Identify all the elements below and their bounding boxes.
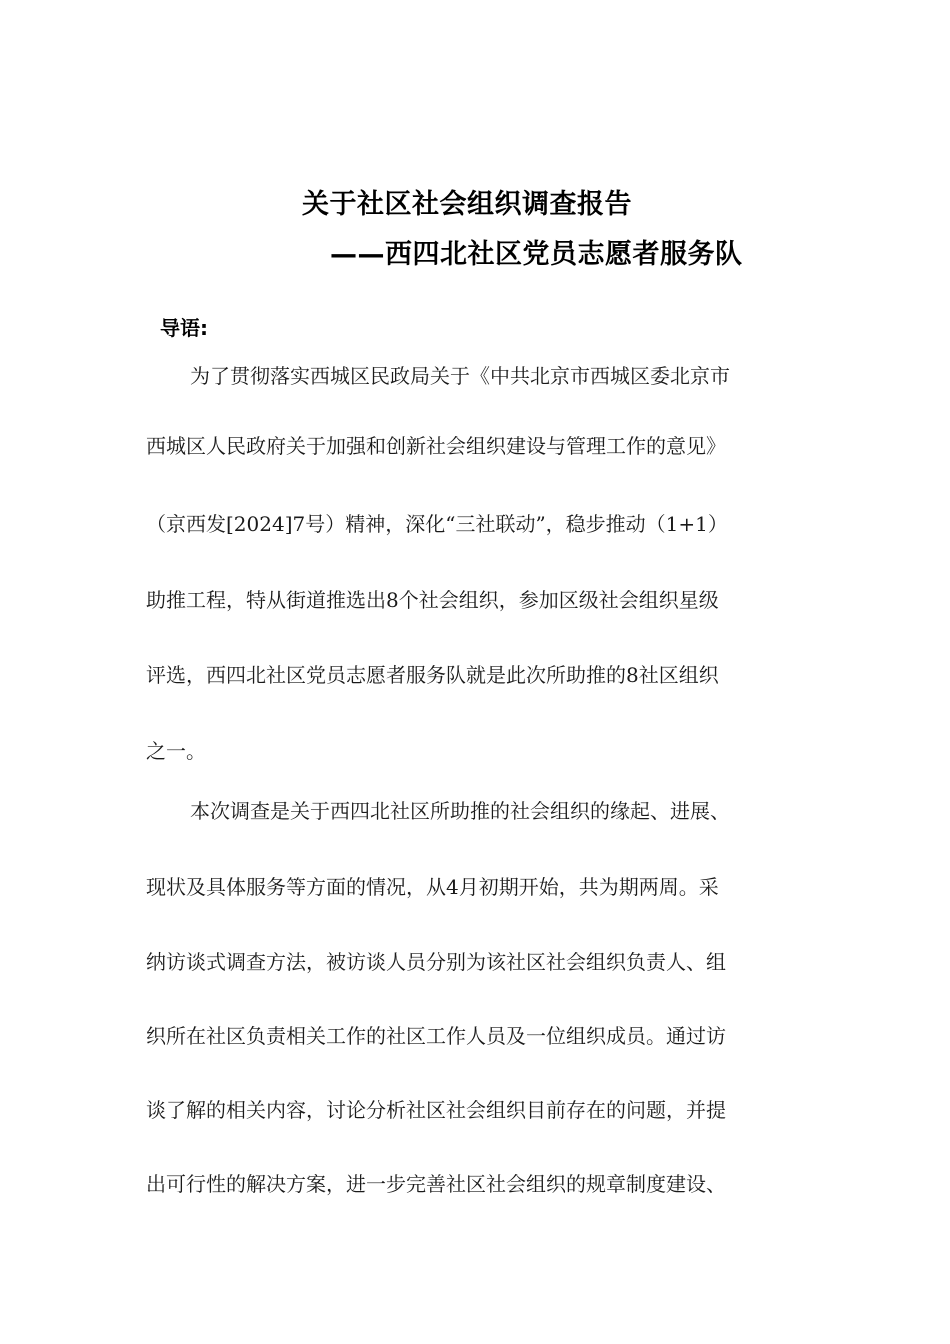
paragraph1-line: 之一。 (146, 739, 206, 763)
paragraph1-line: 为了贯彻落实西城区民政局关于《中共北京市西城区委北京市 (190, 364, 730, 388)
intro-label: 导语: (160, 316, 208, 340)
document-title: 关于社区社会组织调查报告 (302, 189, 632, 220)
paragraph1-line: 西城区人民政府关于加强和创新社会组织建设与管理工作的意见》 (146, 434, 726, 458)
paragraph2-line: 纳访谈式调查方法，被访谈人员分别为该社区社会组织负责人、组 (146, 950, 726, 974)
paragraph2-line: 谈了解的相关内容，讨论分析社区社会组织目前存在的问题，并提 (146, 1098, 726, 1122)
paragraph1-line: （京西发[2024]7号）精神，深化“三社联动”，稳步推动（1+1） (146, 512, 728, 536)
paragraph2-line: 现状及具体服务等方面的情况，从4月初期开始，共为期两周。采 (146, 875, 719, 899)
document-subtitle: ——西四北社区党员志愿者服务队 (330, 239, 743, 270)
paragraph1-line: 评选，西四北社区党员志愿者服务队就是此次所助推的8社区组织 (146, 663, 719, 687)
paragraph1-line: 助推工程，特从街道推选出8个社会组织，参加区级社会组织星级 (146, 588, 719, 612)
paragraph2-line: 本次调查是关于西四北社区所助推的社会组织的缘起、进展、 (190, 799, 730, 823)
paragraph2-line: 出可行性的解决方案，进一步完善社区社会组织的规章制度建设、 (146, 1172, 726, 1196)
paragraph2-line: 织所在社区负责相关工作的社区工作人员及一位组织成员。通过访 (146, 1024, 726, 1048)
